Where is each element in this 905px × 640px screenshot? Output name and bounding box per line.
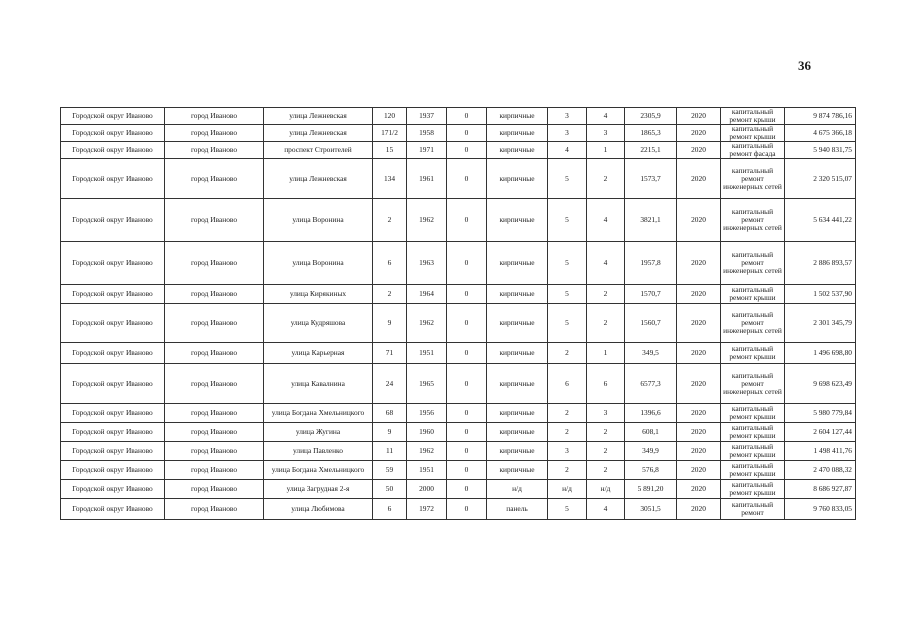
wall-material-cell: кирпичные xyxy=(487,285,548,304)
city-cell: город Иваново xyxy=(165,461,264,480)
entrances-cell: 2 xyxy=(587,442,625,461)
floors-cell: 3 xyxy=(548,108,587,125)
zero-value-cell: 0 xyxy=(447,242,487,285)
cost-cell: 1 502 537,90 xyxy=(785,285,856,304)
entrances-cell: 2 xyxy=(587,285,625,304)
street-cell: улица Загрудная 2-я xyxy=(264,480,373,499)
table-row xyxy=(61,199,856,242)
build-year-cell: 1972 xyxy=(407,499,447,520)
city-cell: город Иваново xyxy=(165,142,264,159)
table-row xyxy=(61,242,856,285)
city-cell: город Иваново xyxy=(165,404,264,423)
floors-cell: 5 xyxy=(548,199,587,242)
entrances-cell: 4 xyxy=(587,499,625,520)
city-cell: город Иваново xyxy=(165,199,264,242)
house-number-cell: 15 xyxy=(373,142,407,159)
cost-cell: 9 698 623,49 xyxy=(785,364,856,404)
plan-year-cell: 2020 xyxy=(677,364,721,404)
plan-year-cell: 2020 xyxy=(677,199,721,242)
zero-value-cell: 0 xyxy=(447,285,487,304)
build-year-cell: 1971 xyxy=(407,142,447,159)
cost-cell: 2 320 515,07 xyxy=(785,159,856,199)
zero-value-cell: 0 xyxy=(447,159,487,199)
entrances-cell: 4 xyxy=(587,199,625,242)
house-number-cell: 6 xyxy=(373,499,407,520)
table-row xyxy=(61,304,856,343)
build-year-cell: 1958 xyxy=(407,125,447,142)
repair-type-cell: капитальный ремонт крыши xyxy=(721,125,785,142)
region-cell: Городской округ Иваново xyxy=(61,404,165,423)
build-year-cell: 1951 xyxy=(407,343,447,364)
area-cell: 5 891,20 xyxy=(625,480,677,499)
build-year-cell: 1962 xyxy=(407,304,447,343)
region-cell: Городской округ Иваново xyxy=(61,304,165,343)
plan-year-cell: 2020 xyxy=(677,304,721,343)
repair-type-cell: капитальный ремонт крыши xyxy=(721,461,785,480)
city-cell: город Иваново xyxy=(165,159,264,199)
zero-value-cell: 0 xyxy=(447,480,487,499)
street-cell: улица Павленко xyxy=(264,442,373,461)
cost-cell: 5 634 441,22 xyxy=(785,199,856,242)
area-cell: 608,1 xyxy=(625,423,677,442)
zero-value-cell: 0 xyxy=(447,423,487,442)
entrances-cell: 1 xyxy=(587,343,625,364)
build-year-cell: 1960 xyxy=(407,423,447,442)
zero-value-cell: 0 xyxy=(447,461,487,480)
cost-cell: 1 498 411,76 xyxy=(785,442,856,461)
table-row xyxy=(61,423,856,442)
floors-cell: 4 xyxy=(548,142,587,159)
plan-year-cell: 2020 xyxy=(677,442,721,461)
wall-material-cell: кирпичные xyxy=(487,125,548,142)
region-cell: Городской округ Иваново xyxy=(61,285,165,304)
plan-year-cell: 2020 xyxy=(677,242,721,285)
cost-cell: 8 686 927,87 xyxy=(785,480,856,499)
table-row xyxy=(61,125,856,142)
entrances-cell: 4 xyxy=(587,108,625,125)
repair-type-cell: капитальный ремонт фасада xyxy=(721,142,785,159)
city-cell: город Иваново xyxy=(165,285,264,304)
plan-year-cell: 2020 xyxy=(677,461,721,480)
plan-year-cell: 2020 xyxy=(677,125,721,142)
street-cell: улица Лежневская xyxy=(264,125,373,142)
plan-year-cell: 2020 xyxy=(677,404,721,423)
house-number-cell: 50 xyxy=(373,480,407,499)
region-cell: Городской округ Иваново xyxy=(61,108,165,125)
cost-cell: 1 496 698,80 xyxy=(785,343,856,364)
area-cell: 1560,7 xyxy=(625,304,677,343)
region-cell: Городской округ Иваново xyxy=(61,125,165,142)
zero-value-cell: 0 xyxy=(447,199,487,242)
floors-cell: 5 xyxy=(548,159,587,199)
repair-type-cell: капитальный ремонт инженерных сетей xyxy=(721,364,785,404)
area-cell: 3051,5 xyxy=(625,499,677,520)
floors-cell: 5 xyxy=(548,304,587,343)
housing-repair-table xyxy=(60,107,856,520)
region-cell: Городской округ Иваново xyxy=(61,499,165,520)
region-cell: Городской округ Иваново xyxy=(61,159,165,199)
house-number-cell: 2 xyxy=(373,285,407,304)
region-cell: Городской округ Иваново xyxy=(61,442,165,461)
table-row xyxy=(61,285,856,304)
entrances-cell: 3 xyxy=(587,125,625,142)
city-cell: город Иваново xyxy=(165,242,264,285)
zero-value-cell: 0 xyxy=(447,442,487,461)
region-cell: Городской округ Иваново xyxy=(61,364,165,404)
repair-type-cell: капитальный ремонт инженерных сетей xyxy=(721,242,785,285)
floors-cell: 5 xyxy=(548,285,587,304)
wall-material-cell: кирпичные xyxy=(487,304,548,343)
table-row xyxy=(61,480,856,499)
table-row xyxy=(61,343,856,364)
cost-cell: 4 675 366,18 xyxy=(785,125,856,142)
area-cell: 3821,1 xyxy=(625,199,677,242)
floors-cell: 2 xyxy=(548,423,587,442)
plan-year-cell: 2020 xyxy=(677,285,721,304)
area-cell: 1396,6 xyxy=(625,404,677,423)
wall-material-cell: панель xyxy=(487,499,548,520)
build-year-cell: 1937 xyxy=(407,108,447,125)
street-cell: улица Богдана Хмельницкого xyxy=(264,461,373,480)
cost-cell: 2 886 893,57 xyxy=(785,242,856,285)
zero-value-cell: 0 xyxy=(447,364,487,404)
floors-cell: 2 xyxy=(548,343,587,364)
region-cell: Городской округ Иваново xyxy=(61,480,165,499)
floors-cell: 2 xyxy=(548,404,587,423)
region-cell: Городской округ Иваново xyxy=(61,461,165,480)
entrances-cell: 6 xyxy=(587,364,625,404)
city-cell: город Иваново xyxy=(165,304,264,343)
street-cell: улица Лежневская xyxy=(264,159,373,199)
cost-cell: 5 940 831,75 xyxy=(785,142,856,159)
plan-year-cell: 2020 xyxy=(677,108,721,125)
wall-material-cell: кирпичные xyxy=(487,199,548,242)
repair-type-cell: капитальный ремонт крыши xyxy=(721,343,785,364)
house-number-cell: 120 xyxy=(373,108,407,125)
plan-year-cell: 2020 xyxy=(677,343,721,364)
table-row xyxy=(61,364,856,404)
wall-material-cell: кирпичные xyxy=(487,343,548,364)
repair-type-cell: капитальный ремонт xyxy=(721,499,785,520)
street-cell: улица Воронина xyxy=(264,199,373,242)
street-cell: улица Кавалнина xyxy=(264,364,373,404)
build-year-cell: 2000 xyxy=(407,480,447,499)
street-cell: улица Воронина xyxy=(264,242,373,285)
repair-type-cell: капитальный ремонт инженерных сетей xyxy=(721,304,785,343)
repair-type-cell: капитальный ремонт крыши xyxy=(721,423,785,442)
repair-type-cell: капитальный ремонт крыши xyxy=(721,480,785,499)
build-year-cell: 1963 xyxy=(407,242,447,285)
floors-cell: н/д xyxy=(548,480,587,499)
plan-year-cell: 2020 xyxy=(677,499,721,520)
repair-type-cell: капитальный ремонт крыши xyxy=(721,108,785,125)
entrances-cell: 2 xyxy=(587,461,625,480)
city-cell: город Иваново xyxy=(165,343,264,364)
floors-cell: 6 xyxy=(548,364,587,404)
house-number-cell: 59 xyxy=(373,461,407,480)
region-cell: Городской округ Иваново xyxy=(61,242,165,285)
table-body xyxy=(61,108,856,520)
street-cell: улица Лежневская xyxy=(264,108,373,125)
area-cell: 1573,7 xyxy=(625,159,677,199)
entrances-cell: н/д xyxy=(587,480,625,499)
area-cell: 2305,9 xyxy=(625,108,677,125)
area-cell: 1570,7 xyxy=(625,285,677,304)
floors-cell: 5 xyxy=(548,242,587,285)
area-cell: 1957,8 xyxy=(625,242,677,285)
city-cell: город Иваново xyxy=(165,480,264,499)
entrances-cell: 2 xyxy=(587,304,625,343)
wall-material-cell: кирпичные xyxy=(487,442,548,461)
wall-material-cell: кирпичные xyxy=(487,108,548,125)
build-year-cell: 1965 xyxy=(407,364,447,404)
region-cell: Городской округ Иваново xyxy=(61,343,165,364)
zero-value-cell: 0 xyxy=(447,125,487,142)
street-cell: проспект Строителей xyxy=(264,142,373,159)
wall-material-cell: кирпичные xyxy=(487,404,548,423)
build-year-cell: 1951 xyxy=(407,461,447,480)
zero-value-cell: 0 xyxy=(447,499,487,520)
area-cell: 1865,3 xyxy=(625,125,677,142)
floors-cell: 3 xyxy=(548,125,587,142)
region-cell: Городской округ Иваново xyxy=(61,199,165,242)
city-cell: город Иваново xyxy=(165,499,264,520)
repair-type-cell: капитальный ремонт инженерных сетей xyxy=(721,199,785,242)
zero-value-cell: 0 xyxy=(447,108,487,125)
area-cell: 349,5 xyxy=(625,343,677,364)
entrances-cell: 2 xyxy=(587,159,625,199)
repair-type-cell: капитальный ремонт крыши xyxy=(721,442,785,461)
build-year-cell: 1964 xyxy=(407,285,447,304)
area-cell: 349,9 xyxy=(625,442,677,461)
street-cell: улица Богдана Хмельницкого xyxy=(264,404,373,423)
table-row xyxy=(61,442,856,461)
cost-cell: 9 760 833,05 xyxy=(785,499,856,520)
city-cell: город Иваново xyxy=(165,364,264,404)
zero-value-cell: 0 xyxy=(447,343,487,364)
plan-year-cell: 2020 xyxy=(677,159,721,199)
table-row xyxy=(61,404,856,423)
wall-material-cell: н/д xyxy=(487,480,548,499)
floors-cell: 5 xyxy=(548,499,587,520)
wall-material-cell: кирпичные xyxy=(487,461,548,480)
zero-value-cell: 0 xyxy=(447,404,487,423)
street-cell: улица Кирякиных xyxy=(264,285,373,304)
house-number-cell: 134 xyxy=(373,159,407,199)
entrances-cell: 2 xyxy=(587,423,625,442)
entrances-cell: 3 xyxy=(587,404,625,423)
table-row xyxy=(61,108,856,125)
cost-cell: 9 874 786,16 xyxy=(785,108,856,125)
street-cell: улица Жугина xyxy=(264,423,373,442)
area-cell: 2215,1 xyxy=(625,142,677,159)
city-cell: город Иваново xyxy=(165,125,264,142)
repair-type-cell: капитальный ремонт крыши xyxy=(721,404,785,423)
house-number-cell: 71 xyxy=(373,343,407,364)
wall-material-cell: кирпичные xyxy=(487,142,548,159)
street-cell: улица Кудряшова xyxy=(264,304,373,343)
plan-year-cell: 2020 xyxy=(677,480,721,499)
entrances-cell: 1 xyxy=(587,142,625,159)
wall-material-cell: кирпичные xyxy=(487,242,548,285)
house-number-cell: 24 xyxy=(373,364,407,404)
page-number: 36 xyxy=(798,58,811,73)
house-number-cell: 2 xyxy=(373,199,407,242)
area-cell: 6577,3 xyxy=(625,364,677,404)
cost-cell: 5 980 779,84 xyxy=(785,404,856,423)
cost-cell: 2 301 345,79 xyxy=(785,304,856,343)
cost-cell: 2 604 127,44 xyxy=(785,423,856,442)
floors-cell: 3 xyxy=(548,442,587,461)
repair-type-cell: капитальный ремонт крыши xyxy=(721,285,785,304)
table-row xyxy=(61,499,856,520)
house-number-cell: 68 xyxy=(373,404,407,423)
repair-type-cell: капитальный ремонт инженерных сетей xyxy=(721,159,785,199)
street-cell: улица Карьерная xyxy=(264,343,373,364)
house-number-cell: 6 xyxy=(373,242,407,285)
region-cell: Городской округ Иваново xyxy=(61,142,165,159)
wall-material-cell: кирпичные xyxy=(487,364,548,404)
region-cell: Городской округ Иваново xyxy=(61,423,165,442)
city-cell: город Иваново xyxy=(165,423,264,442)
city-cell: город Иваново xyxy=(165,108,264,125)
table-row xyxy=(61,461,856,480)
plan-year-cell: 2020 xyxy=(677,423,721,442)
wall-material-cell: кирпичные xyxy=(487,159,548,199)
street-cell: улица Любимова xyxy=(264,499,373,520)
build-year-cell: 1962 xyxy=(407,199,447,242)
city-cell: город Иваново xyxy=(165,442,264,461)
zero-value-cell: 0 xyxy=(447,142,487,159)
build-year-cell: 1962 xyxy=(407,442,447,461)
wall-material-cell: кирпичные xyxy=(487,423,548,442)
house-number-cell: 9 xyxy=(373,304,407,343)
plan-year-cell: 2020 xyxy=(677,142,721,159)
house-number-cell: 9 xyxy=(373,423,407,442)
cost-cell: 2 470 088,32 xyxy=(785,461,856,480)
area-cell: 576,8 xyxy=(625,461,677,480)
table-row xyxy=(61,159,856,199)
floors-cell: 2 xyxy=(548,461,587,480)
table-row xyxy=(61,142,856,159)
house-number-cell: 171/2 xyxy=(373,125,407,142)
build-year-cell: 1956 xyxy=(407,404,447,423)
entrances-cell: 4 xyxy=(587,242,625,285)
zero-value-cell: 0 xyxy=(447,304,487,343)
build-year-cell: 1961 xyxy=(407,159,447,199)
house-number-cell: 11 xyxy=(373,442,407,461)
